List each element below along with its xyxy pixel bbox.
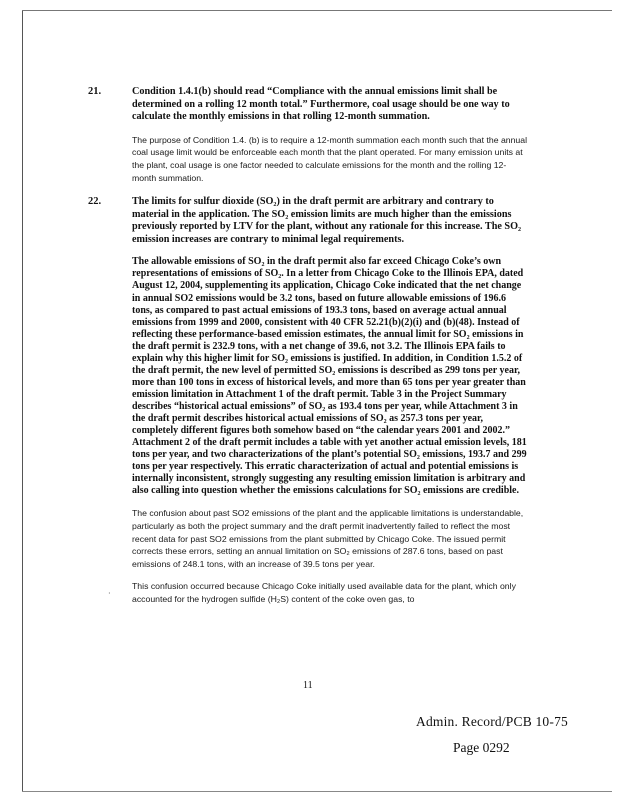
item-number: 21. — [88, 86, 102, 97]
admin-record-stamp: Admin. Record/PCB 10-75 — [416, 714, 568, 729]
page-number: 11 — [303, 680, 313, 691]
comment-item-21 — [88, 86, 528, 194]
comment-detail: The allowable emissions of SO₂ in the draft permit also far exceed Chicago Coke’s own representations of emissions of SO₂. In a letter from Chicago Coke to the Illinois EPA, dated August 12, 2004, supplementing its application, Chicago Coke indicated that the net change in annual SO2 emissions would be 3.2 tons, based on future allowable emissions of 196.6 tons, as compared to past actual emissions of 193.3 tons, based on average actual annual emissions from 1999 and 2000, consistent with 40 CFR 52.21(b)(2)(i) and (b)(48). Instead of reflecting these performance-based emission estimates, the annual limit for SO₂ emissions in the draft permit is 232.9 tons, with a net change of 39.6, not 3.2. The Illinois EPA fails to explain why this higher limit for SO₂ emissions is justified. In addition, in Condition 1.5.2 of the draft permit, the new level of permitted SO₂ emissions is described as 299 tons per year, more than 100 tons in excess of historical levels, and more than 65 tons per year greater than emission limitation in Attachment 1 of the draft permit. Table 3 in the Project Summary describes “historical actual emissions” of SO₂ as 193.4 tons per year, while Attachment 3 in the draft permit describes historical actual emissions of SO₂ as 257.3 tons per year, completely different figures both somehow based on “the calendar years 2001 and 2002.” Attachment 2 of the draft permit includes a table with yet another actual emission levels, 181 tons per year, and two characterizations of the plant’s potential SO₂ emissions, 193.7 and 299 tons per year respectively. This erratic characterization of actual and potential emissions is internally inconsistent, strongly suggesting any resulting emission limitation is arbitrary and also calling into question whether the emissions calculations for SO₂ emissions are credible. — [132, 256, 527, 497]
item-body — [132, 86, 528, 184]
record-page-stamp: Page 0292 — [453, 740, 510, 755]
comment-item-22 — [88, 196, 528, 605]
scan-border-left — [22, 10, 23, 792]
item-number: 22. — [88, 196, 102, 207]
margin-mark: · — [108, 589, 111, 598]
scan-border-bottom — [22, 791, 612, 792]
agency-response: The purpose of Condition 1.4. (b) is to require a 12-month summation each month such that the annual coal usage limit would be enforceable each month that the plant operated. For many emission units at the plant, coal usage is one factor needed to calculate emissions for the month and the rolling 12-month summation. — [132, 134, 528, 183]
comment-statement: The limits for sulfur dioxide (SO₂) in the draft permit are arbitrary and contrary to material in the application. The SO₂ emission limits are much higher than the emissions previously reported by LTV for the plant, without any rationale for this increase. The SO₂ emission increases are contrary to minimal legal requirements. — [132, 196, 522, 245]
agency-response: The confusion about past SO2 emissions of the plant and the applicable limitations is understandable, particularly as both the project summary and the draft permit inadvertently failed to reflect the most recent data for past SO2 emissions from the plant submitted by Chicago Coke. The issued permit corrects these errors, setting an annual limitation on SO₂ emissions of 287.6 tons, based on past emissions of 248.1 tons, with an increase of 39.5 tons per year. — [132, 508, 524, 569]
comment-statement: Condition 1.4.1(b) should read “Compliance with the annual emissions limit shall be determined on a rolling 12 month total.” Furthermore, coal usage should be one way to calculate the monthly emissions in that rolling 12-month summation. — [132, 86, 510, 123]
agency-response-continued: This confusion occurred because Chicago Coke initially used available data for the plant, which only accounted for the hydrogen sulfide (H₂S) content of the coke oven gas, to — [132, 581, 516, 604]
item-body — [132, 196, 528, 605]
scan-border-top — [22, 10, 612, 11]
